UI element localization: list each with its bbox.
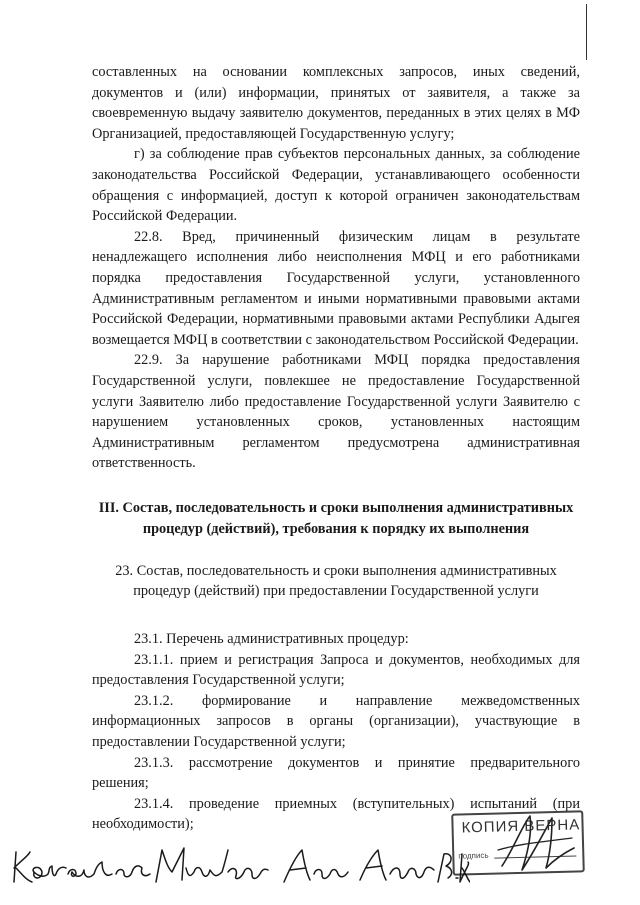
document-body bbox=[92, 62, 580, 835]
list-item-23-1-4: 23.1.4. проведение приемных (вступительных) испытаний (при необходимости); bbox=[92, 795, 580, 833]
paragraph-22-9: 22.9. За нарушение работниками МФЦ порядка предоставления Государственной услуги, повлекшее не предоставление Государственной услуги Заявителю либо предоставление Государственной услуги Заявителю с нарушением установленных сроков, установленных настоящим Административным регламентом предусмотрена административная ответственность. bbox=[92, 352, 580, 472]
stamp-title: КОПИЯ ВЕРНА bbox=[461, 816, 581, 837]
list-item-23-1-3: 23.1.3. рассмотрение документов и принятие предварительного решения; bbox=[92, 754, 580, 792]
paragraph-intro: составленных на основании комплексных запросов, иных сведений, документов и (или) информации, принятых от заявителя, а также за своевременную выдачу заявителю документов, переданных в этих целях в МФ Организацией, предоставляющей Государственную услугу; bbox=[92, 64, 580, 142]
page-edge-line bbox=[586, 4, 587, 60]
section-heading: III. Состав, последовательность и сроки выполнения административных процедур (действий), требования к порядку их выполнения bbox=[98, 499, 574, 537]
list-item-23-1-2: 23.1.2. формирование и направление межведомственных информационных запросов в органы (организации), участвующие в предоставлении Государственной услуги; bbox=[92, 692, 580, 751]
stamp-signature-label: подпись bbox=[458, 850, 489, 861]
list-item-23-1: 23.1. Перечень административных процедур: bbox=[134, 631, 409, 648]
handwritten-signature bbox=[10, 838, 470, 890]
list-item-23-1-1: 23.1.1. прием и регистрация Запроса и документов, необходимых для предоставления Государственной услуги; bbox=[92, 651, 580, 689]
subsection-heading: 23. Состав, последовательность и сроки выполнения административных процедур (действий) при предоставлении Государственной услуги bbox=[115, 562, 557, 600]
paragraph-22-8: 22.8. Вред, причиненный физическим лицам в результате ненадлежащего исполнения либо неисполнения МФЦ и его работниками порядка предоставления Государственной услуги, установленного Административным регламентом и иными нормативными правовыми актами Российской Федерации, нормативными правовыми актами Республики Адыгея возмещается МФЦ в соответствии с законодательством Российской Федерации. bbox=[92, 228, 580, 348]
paragraph-item-g: г) за соблюдение прав субъектов персональных данных, за соблюдение законодательства Российской Федерации, устанавливающего особенности обращения с информацией, доступ к которой ограничен законодательствам Российской Федерации. bbox=[92, 146, 580, 225]
stamp-signature-scribble bbox=[492, 808, 578, 878]
